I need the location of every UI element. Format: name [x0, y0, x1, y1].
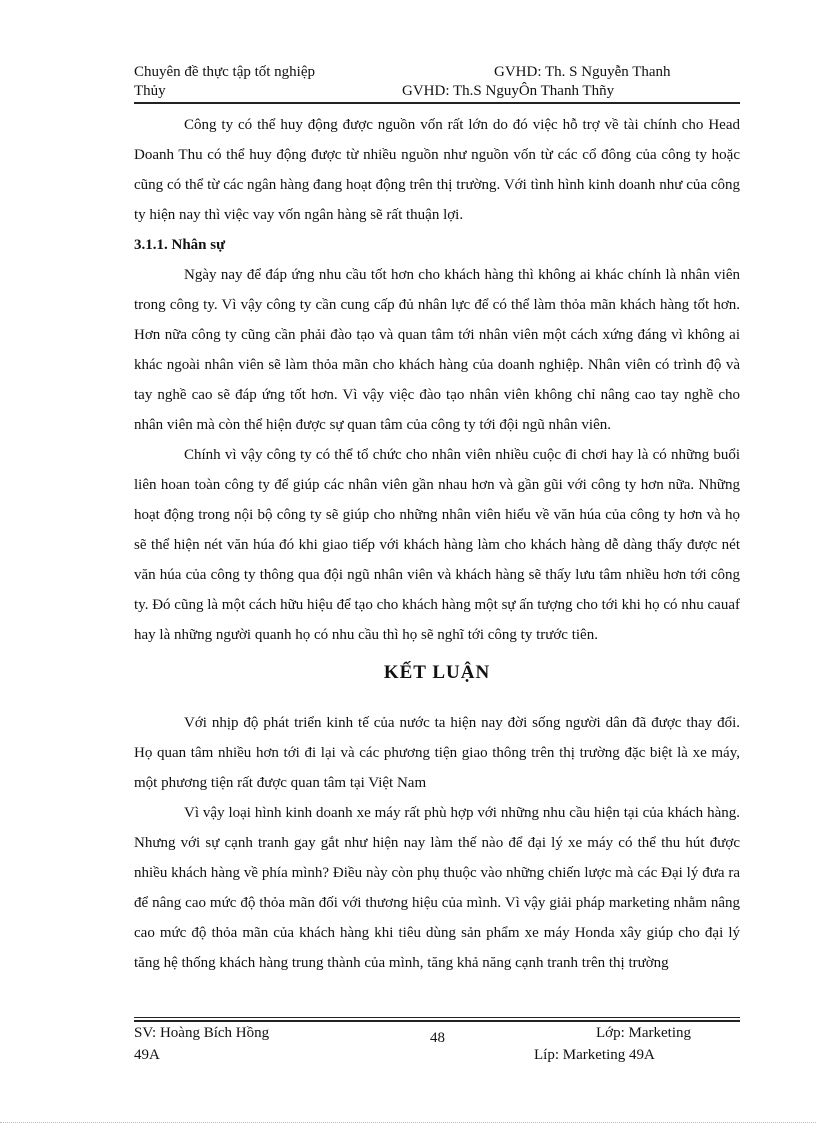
page-number: 48	[430, 1030, 445, 1046]
paragraph-3: Chính vì vậy công ty có thể tổ chức cho nhân viên nhiều cuộc đi chơi hay là có những buổi liên hoan toàn công ty để giúp các nhân viên gần nhau hơn và gần gũi với công ty hơn nữa. Những hoạt động trong nội bộ công ty sẽ giúp cho những nhân viên hiểu về văn húa của công ty hơn và họ sẽ thể hiện nét văn húa đó khi giao tiếp với khách hàng làm cho khách hàng dễ dàng thấy được nét văn húa của công ty thông qua đội ngũ nhân viên và khách hàng sẽ thấy lưu tâm nhiều hơn tới công ty. Đó cũng là một cách hữu hiệu để tạo cho khách hàng một sự ấn tượng cho tới khi họ có nhu cauaf hay là những người quanh họ có nhu cầu thì họ sẽ nghĩ tới công ty trước tiên.	[134, 447, 740, 643]
footer-left-line2: 49A	[134, 1047, 160, 1063]
footer-right-line2: Líp: Marketing 49A	[534, 1047, 655, 1063]
header-right-line1: GVHD: Th. S Nguyễn Thanh	[494, 64, 671, 80]
document-body	[134, 110, 740, 978]
header-left-line2: Thủy	[134, 83, 166, 99]
paragraph-1: Công ty có thể huy động được nguồn vốn rất lớn do đó việc hỗ trợ về tài chính cho Head Doanh Thu có thể huy động được từ nhiều nguồn như nguồn vốn từ các cổ đông của công ty hoặc cũng có thể từ các ngân hàng đang hoạt động trên thị trường. Với tình hình kinh doanh như của công ty hiện nay thì việc vay vốn ngân hàng sẽ rất thuận lợi.	[134, 117, 740, 223]
paragraph-2: Ngày nay để đáp ứng nhu cầu tốt hơn cho khách hàng thì không ai khác chính là nhân viên trong công ty. Vì vậy công ty cần cung cấp đủ nhân lực để có thể làm thỏa mãn khách hàng tốt hơn. Hơn nữa công ty cũng cần phải đào tạo và quan tâm tới nhân viên một cách xứng đáng vì không ai khác ngoài nhân viên sẽ làm thỏa mãn cho khách hàng của doanh nghiệp. Nhân viên có trình độ và tay nghề cao sẽ đáp ứng tốt hơn. Vì vậy việc đào tạo nhân viên không chỉ nâng cao tay nghề cho nhân viên mà còn thể hiện được sự quan tâm của công ty tới đội ngũ nhân viên.	[134, 267, 740, 433]
footer-left-line1: SV: Hoàng Bích Hồng	[134, 1025, 270, 1041]
section-heading: 3.1.1. Nhân sự	[134, 237, 226, 253]
paragraph-4: Với nhịp độ phát triển kinh tế của nước ta hiện nay đời sống người dân đã được thay đổi. Họ quan tâm nhiều hơn tới đi lại và các phương tiện giao thông trên thị trường đặc biệt là xe máy, một phương tiện rất được quan tâm tại Việt Nam	[134, 715, 740, 791]
header-rule	[134, 102, 740, 104]
conclusion-title: KẾT LUẬN	[383, 662, 491, 683]
footer-right-line1: Lớp: Marketing	[596, 1025, 691, 1041]
footer-rule-bottom	[134, 1020, 740, 1022]
header-left-line1: Chuyên đề thực tập tốt nghiệp	[134, 64, 316, 80]
footer-rule-top	[134, 1017, 740, 1018]
header-right-line2: GVHD: Th.S NguyÔn Thanh Thñy	[402, 83, 615, 99]
paragraph-5: Vì vậy loại hình kinh doanh xe máy rất phù hợp với những nhu cầu hiện tại của khách hàng. Nhưng với sự cạnh tranh gay gắt như hiện nay làm thế nào để đại lý xe máy có thể thu hút được nhiều khách hàng về phía mình? Điều này còn phụ thuộc vào những chiến lược mà các Đại lý đưa ra để nâng cao mức độ thỏa mãn đối với thương hiệu của mình. Vì vậy giải pháp marketing nhằm nâng cao mức độ thỏa mãn của khách hàng khi tiêu dùng sản phẩm xe máy Honda xây giúp cho đại lý tăng hệ thống khách hàng trung thành của mình, tăng khả năng cạnh tranh trên thị trường	[134, 805, 740, 971]
